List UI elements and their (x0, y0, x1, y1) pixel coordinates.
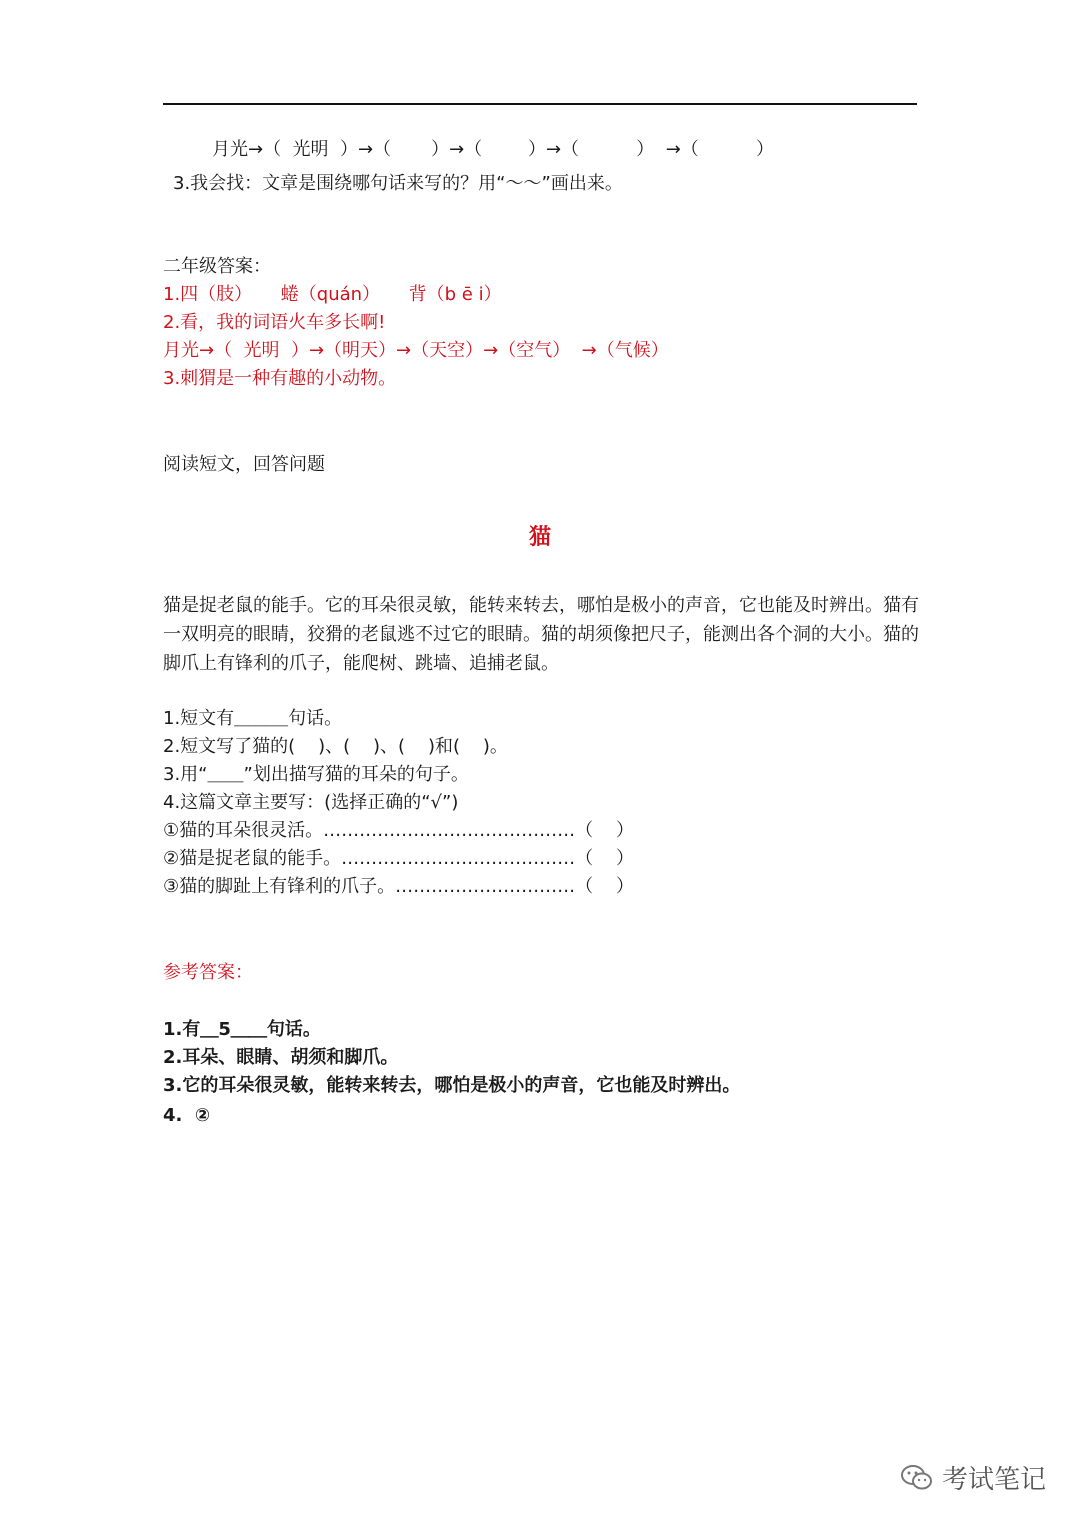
grade2-answer-2: 2.看，我的词语火车多长啊! (163, 312, 386, 333)
grade2-answer-2-chain: 月光→（ 光明 ）→（明天）→（天空）→（空气） →（气候） (163, 340, 669, 361)
choice-option-3: ③猫的脚趾上有锋利的爪子。…………………………（ ） (163, 876, 635, 897)
choice-option-1: ①猫的耳朵很灵活。……………………………………（ ） (163, 820, 635, 841)
reference-answers-heading: 参考答案： (163, 962, 253, 983)
grade2-answer-1: 1.四（肢） 蜷（quán） 背（b ē i） (163, 284, 502, 305)
passage-text: 猫是捉老鼠的能手。它的耳朵很灵敏，能转来转去，哪怕是极小的声音，它也能及时辨出。猫有一双明亮的眼睛，狡猾的老鼠逃不过它的眼睛。猫的胡须像把尺子，能测出各个洞的大小。猫的脚爪上有锋利的爪子，能爬树、跳墙、追捕老鼠。 (163, 595, 919, 674)
reading-question-4: 4.这篇文章主要写：(选择正确的“√”) (163, 792, 459, 813)
reading-question-2: 2.短文写了猫的( )、( )、( )和( )。 (163, 736, 508, 757)
reading-question-1: 1.短文有＿＿＿句话。 (163, 708, 343, 729)
passage-title: 猫 (528, 525, 551, 550)
wechat-icon (900, 1463, 934, 1493)
choice-option-2: ②猫是捉老鼠的能手。…………………………………（ ） (163, 848, 635, 869)
reference-answer-1: 1.有＿5＿＿句话。 (163, 1019, 321, 1040)
grade2-answers-heading: 二年级答案： (163, 256, 271, 277)
reference-answer-4: 4. ② (163, 1105, 211, 1126)
reading-instruction: 阅读短文，回答问题 (163, 454, 325, 475)
watermark-text: 考试笔记 (941, 1465, 1046, 1495)
question-3-find-sentence: 3.我会找：文章是围绕哪句话来写的？用“～～”画出来。 (173, 173, 623, 194)
watermark (900, 1459, 1046, 1496)
word-chain-exercise: 月光→（ 光明 ）→（ ）→（ ）→（ ） →（ ） (212, 139, 774, 160)
top-divider (163, 103, 917, 105)
reference-answer-2: 2.耳朵、眼睛、胡须和脚爪。 (163, 1047, 399, 1068)
reference-answer-3: 3.它的耳朵很灵敏，能转来转去，哪怕是极小的声音，它也能及时辨出。 (163, 1075, 741, 1096)
grade2-answer-3: 3.刺猬是一种有趣的小动物。 (163, 368, 397, 389)
reading-question-3: 3.用“＿＿”划出描写猫的耳朵的句子。 (163, 764, 469, 785)
